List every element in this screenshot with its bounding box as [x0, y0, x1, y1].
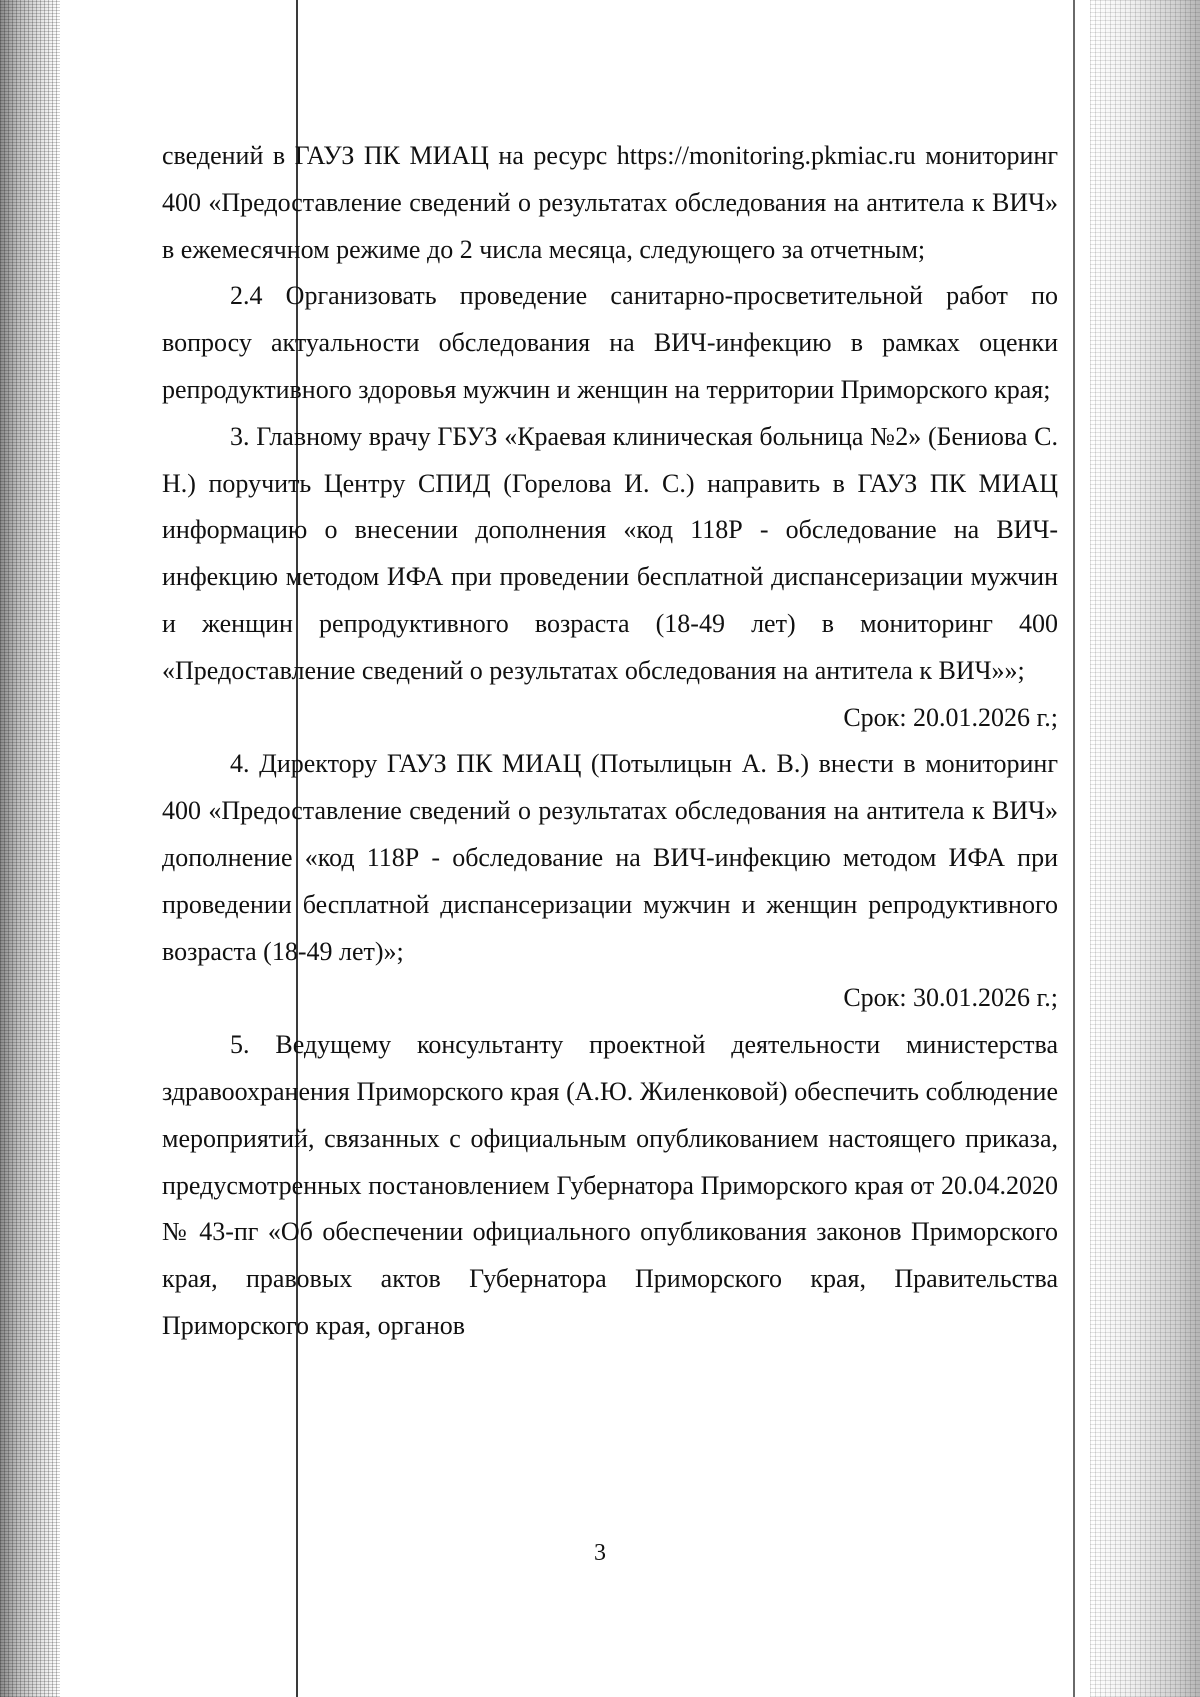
scan-noise-right — [1090, 0, 1200, 1697]
page-number: 3 — [594, 1540, 606, 1566]
paragraph-4: 4. Директору ГАУЗ ПК МИАЦ (Потылицын А. В.) внести в мониторинг 400 «Предоставление сведений о результатах обследования на антитела к ВИЧ» дополнение «код 118Р - обследование на ВИЧ-инфекцию методом ИФА при проведении бесплатной диспансеризации мужчин и женщин репродуктивного возраста (18-49 лет)»; — [162, 749, 1058, 966]
document-body — [162, 133, 1058, 1350]
paragraph-continuation: сведений в ГАУЗ ПК МИАЦ на ресурс https://monitoring.pkmiac.ru мониторинг 400 «Предоставление сведений о результатах обследования на антитела к ВИЧ» в ежемесячном режиме до 2 числа месяца, следующего за отчетным; — [162, 141, 1058, 264]
paragraph-5: 5. Ведущему консультанту проектной деятельности министерства здравоохранения Приморского края (А.Ю. Жиленковой) обеспечить соблюдение мероприятий, связанных с официальным опубликованием настоящего приказа, предусмотренных постановлением Губернатора Приморского края от 20.04.2020 № 43-пг «Об обеспечении официального опубликования законов Приморского края, правовых актов Губернатора Приморского края, Правительства Приморского края, органов — [162, 1030, 1058, 1340]
scan-noise-left — [0, 0, 60, 1697]
deadline-2: Срок: 30.01.2026 г.; — [843, 983, 1058, 1013]
scan-edge-line — [1073, 0, 1075, 1697]
paragraph-2-4: 2.4 Организовать проведение санитарно-просветительной работ по вопросу актуальности обследования на ВИЧ-инфекцию в рамках оценки репродуктивного здоровья мужчин и женщин на территории Приморского края; — [162, 281, 1058, 404]
deadline-1: Срок: 20.01.2026 г.; — [843, 702, 1058, 732]
paragraph-3: 3. Главному врачу ГБУЗ «Краевая клиническая больница №2» (Бениова С. Н.) поручить Центру СПИД (Горелова И. С.) направить в ГАУЗ ПК МИАЦ информацию о внесении дополнения «код 118Р - обследование на ВИЧ-инфекцию методом ИФА при проведении бесплатной диспансеризации мужчин и женщин репродуктивного возраста (18-49 лет) в мониторинг 400 «Предоставление сведений о результатах обследования на антитела к ВИЧ»»; — [162, 421, 1058, 685]
